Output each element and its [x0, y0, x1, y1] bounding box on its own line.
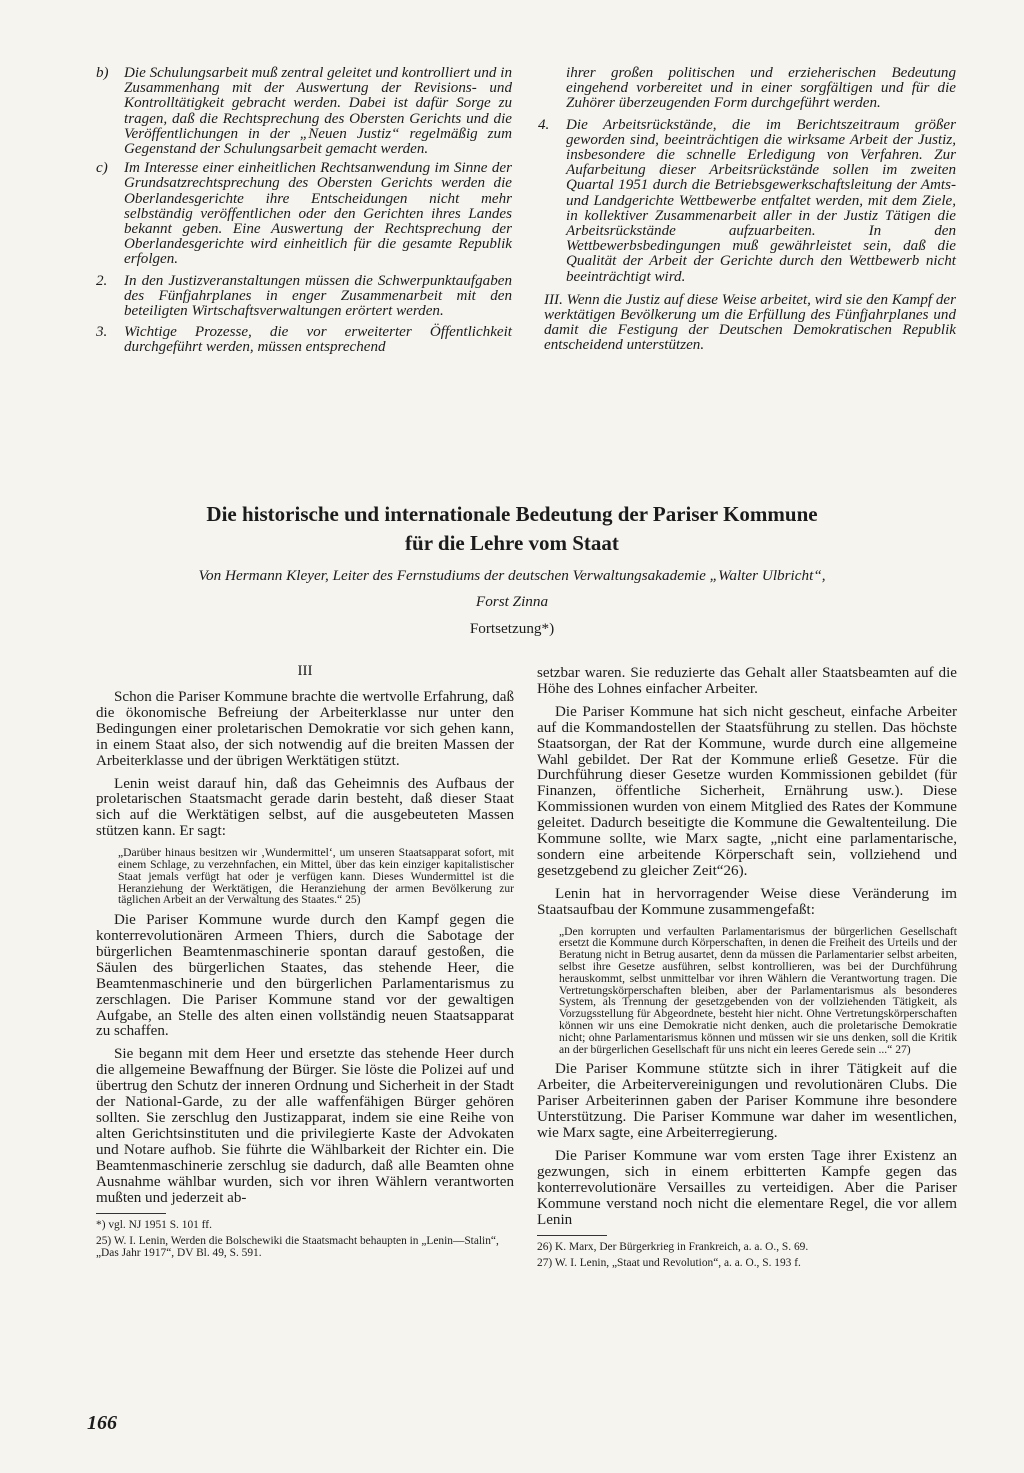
list-item [94, 66, 512, 157]
list-marker: 3. [96, 324, 108, 341]
list-marker: 4. [538, 116, 550, 133]
footnote: 27) W. I. Lenin, „Staat und Revolution“, a. a. O., S. 193 f. [537, 1256, 801, 1269]
article-title-line: Die historische und internationale Bedeutung der Pariser Kommune [206, 502, 818, 526]
list-item [94, 325, 512, 355]
top-right-column [536, 66, 956, 354]
list-item-text: Die Arbeitsrückstände, die im Berichtszeitraum größer geworden sind, beeinträchtigen die wirksame Arbeit der Justiz, insbesondere die schnelle Erledigung von Verfahren. Zur Aufarbeitung dieser Arbeitsrückstände sollen im zweiten Quartal 1951 durch die Betriebsgewerkschaftsleitung der Amts- und Landgerichte Wettbewerbe entfaltet werden, mit dem Ziele, in kollektiver Zusammenarbeit aller in der Justiz Tätigen die Arbeitsrückstände aufzuarbeiten. In den Wettbewerbsbedingungen muß gewährleistet sein, daß die Qualität der Arbeit der Gerichte durch den Wettbewerb nicht beeinträchtigt wird. [566, 116, 956, 285]
paragraph: Lenin weist darauf hin, daß das Geheimnis des Aufbaus der proletarischen Staatsmacht gerade darin besteht, daß dieser Staat sich auf die Werktätigen selbst, auf die ausgebeuteten Massen stützen kann. Er sagt: [96, 775, 514, 840]
paragraph: Sie begann mit dem Heer und ersetzte das stehende Heer durch die allgemeine Bewaffnung der Bürger. Sie löste die Polizei auf und übertrug den Schutz der inneren Ordnung und Sicherheit in der Stadt der National-Garde, zu der alle waffenfähigen Bürger gehören sollten. Sie zerschlug den Justizapparat, indem sie eine Reihe von alten Gerichtsinstituten und die privilegierte Kaste der Advokaten und Notare aufhob. Sie führte die Wählbarkeit der Richter ein. Die Beamtenmaschinerie zerschlug sie dadurch, daß alle Beamten ohne Ausnahme wählbar wurden, sich vor ihren Wählern verantworten mußten und jederzeit ab- [96, 1046, 514, 1206]
list-marker: c) [96, 160, 108, 177]
paragraph: Die Pariser Kommune wurde durch den Kampf gegen die konterrevolutionären Armeen Thiers, durch die Sabotage der bürgerlichen Beamtenmaschinerie spontan darauf gestoßen, die Säulen des bürgerlichen Staates, das stehende Heer, die Beamtenmaschinerie und den bürgerlichen Parlamentarismus zu zerschlagen. Die Pariser Kommune stand vor der gewaltigen Aufgabe, an Stelle des alten einen vollständig neuen Staatsapparat zu schaffen. [96, 912, 514, 1040]
list-item-text: In den Justizveranstaltungen müssen die Schwerpunktaufgaben des Fünfjahrplanes in enger Zusammenarbeit mit den beteiligten Wirtschaftsverwaltungen erörtert werden. [124, 272, 512, 320]
top-left-column [94, 66, 512, 360]
footnote: 26) K. Marx, Der Bürgerkrieg in Frankreich, a. a. O., S. 69. [537, 1241, 809, 1254]
list-item-continuation: ihrer großen politischen und erzieherischen Bedeutung eingehend vorbereitet und in einer sorgfältigen und für die Zuhörer überzeugenden Form durchgeführt werden. [566, 65, 956, 112]
section-number: III [297, 663, 313, 679]
footnote: *) vgl. NJ 1951 S. 101 ff. [96, 1219, 212, 1232]
list-marker: b) [96, 65, 109, 81]
left-column [96, 663, 514, 1262]
footnote-divider [96, 1213, 166, 1214]
block-quote: „Den korrupten und verfaulten Parlamentarismus der bürgerlichen Gesellschaft ersetzt die Kommune durch Körperschaften, in denen die Freiheit des Urteils und der Beratung nicht in Betrug ausartet, denn da müssen die Parlamentarier selbst arbeiten, selbst ihre Gesetze ausführen, selbst kontrollieren, was bei der Durchführung herauskommt, selbst unmittelbar vor ihren Wählern die Verantwortung tragen. Die Vertretungskörperschaften bleiben, aber der Parlamentarismus als besonderes System, als Trennung der gesetzgebenden von der vollziehenden Tätigkeit, als Vorzugsstellung für Abgeordnete, besteht hier nicht. Ohne Vertretungskörperschaften können wir uns eine Demokratie nicht denken, auch die proletarische Demokratie nicht; ohne Parlamentarismus können und müssen wir sie uns denken, soll die Kritik an der bürgerlichen Gesellschaft für uns nicht ein leeres Gerede sein ...“ 27) [559, 924, 957, 1056]
paragraph: Die Pariser Kommune hat sich nicht gescheut, einfache Arbeiter auf die Kommandostellen der Staatsführung zu stellen. Das höchste Staatsorgan, der Rat der Kommune, wurde durch eine allgemeine Wahl gebildet. Der Rat der Kommune erließ Gesetze. Für die Durchführung dieser Gesetze wurden Kommissionen gebildet (für Finanzen, öffentliche Sicherheit, Ernährung usw.). Diese Kommissionen wurden von einem Mitglied des Rates der Kommune geleitet. Dadurch beseitigte die Kommune die Gewaltenteilung. Die Kommune sollte, wie Marx sagte, „nicht eine parlamentarische, sondern eine arbeitende Körperschaft sein, vollziehend und gesetzgebend zu gleicher Zeit“26). [537, 703, 957, 879]
byline-line: Von Hermann Kleyer, Leiter des Fernstudiums der deutschen Verwaltungsakademie „Walter Ulbricht“, [198, 567, 826, 584]
list-marker: 2. [96, 272, 108, 289]
list-item [536, 118, 956, 285]
list-item-text: Wichtige Prozesse, die vor erweiterter Öffentlichkeit durchgeführt werden, müssen entsprechend [124, 324, 512, 356]
list-item [94, 161, 512, 267]
footnote-divider [537, 1235, 607, 1236]
continuation-note: Fortsetzung*) [469, 620, 555, 637]
closing-paragraph: III. Wenn die Justiz auf diese Weise arbeitet, wird sie den Kampf der werktätigen Bevölkerung um die Erfüllung des Fünfjahrplanes und damit die Festigung der Deutschen Demokratischen Republik entscheidend unterstützen. [544, 291, 956, 354]
byline-line: Forst Zinna [475, 593, 549, 610]
paragraph: Die Pariser Kommune war vom ersten Tage ihrer Existenz an gezwungen, sich in einem erbitterten Kampfe gegen das konterrevolutionäre Versailles zu verteidigen. Aber die Pariser Kommune verstand noch nicht die elementare Regel, die vor allem Lenin [537, 1147, 957, 1228]
list-item-text: Im Interesse einer einheitlichen Rechtsanwendung im Sinne der Grundsatzrechtsprechung des Obersten Gerichts werden die Oberlandesgerichte ihre Entscheidungen nicht mehr selbständig veröffentlichen oder den Gerichten ihres Landes bekannt geben. Eine Auswertung der Rechtsprechung der Oberlandesgerichte wird einheitlich für die gesamte Republik erfolgen. [124, 160, 512, 268]
article-title [80, 500, 944, 558]
paragraph: setzbar waren. Sie reduzierte das Gehalt aller Staatsbeamten auf die Höhe des Lohnes einfacher Arbeiter. [537, 665, 957, 697]
paragraph: Lenin hat in hervorragender Weise diese Veränderung im Staatsaufbau der Kommune zusammengefaßt: [537, 885, 957, 918]
footnote: 25) W. I. Lenin, Werden die Bolschewiki die Staatsmacht behaupten in „Lenin—Stalin“, „Das Jahr 1917“, DV Bl. 49, S. 591. [96, 1234, 499, 1259]
block-quote: „Darüber hinaus besitzen wir ‚Wundermittel‘, um unseren Staatsapparat sofort, mit einem Schlage, zu verzehnfachen, ein Mittel, über das kein einziger kapitalistischer Staat jemals verfügt hat oder je verfügen kann. Dieses Wundermittel ist die Heranziehung der Werktätigen, die Heranziehung der armen Bevölkerung zur täglichen Arbeit an der Verwaltung des Staates.“ 25) [118, 846, 514, 907]
paragraph: Die Pariser Kommune stützte sich in ihrer Tätigkeit auf die Arbeiter, die Arbeitervereinigungen und revolutionären Clubs. Die Pariser Arbeiterinnen gaben der Pariser Kommune ihre besondere Unterstützung. Die Pariser Kommune war daher im wesentlichen, wie Marx sagte, eine Arbeiterregierung. [537, 1061, 957, 1141]
page-number: 166 [87, 1412, 117, 1434]
paragraph: Schon die Pariser Kommune brachte die wertvolle Erfahrung, daß die ökonomische Befreiung der Arbeiterklasse nur unter den Bedingungen einer proletarischen Demokratie vor sich gehen kann, in einem Staat also, der sich notwendig auf die breiten Massen der Arbeiterklasse und der übrigen Werktätigen stützt. [96, 689, 514, 769]
list-item-text: Die Schulungsarbeit muß zentral geleitet und kontrolliert und in Zusammenhang mit der Auswertung der Revisions- und Kontrolltätigkeit gebracht werden. Dabei ist dafür Sorge zu tragen, daß die Rechtsprechung des Obersten Gerichts und die Veröffentlichungen in der „Neuen Justiz“ regelmäßig zum Gegenstand der Schulungsarbeit gemacht werden. [124, 65, 512, 158]
right-column [537, 666, 957, 1272]
article-byline [80, 563, 944, 615]
list-item [94, 274, 512, 320]
article-title-line: für die Lehre vom Staat [405, 531, 619, 555]
